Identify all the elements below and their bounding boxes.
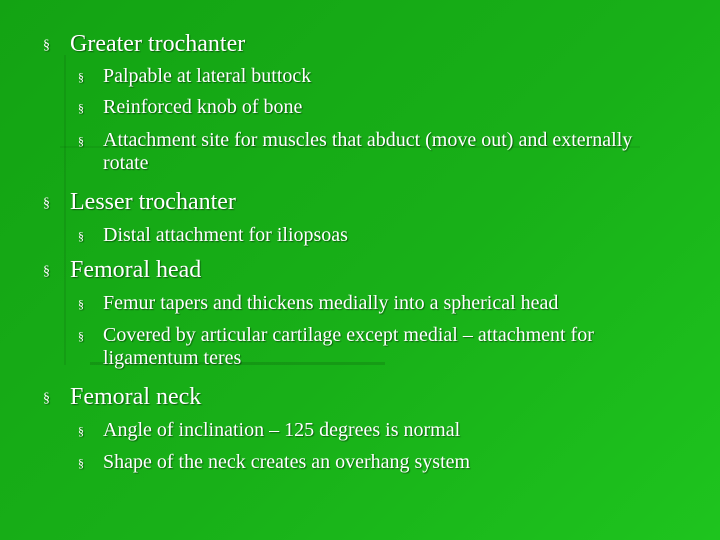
bullet-icon: § xyxy=(43,391,50,406)
sub-bullet xyxy=(78,129,668,175)
bullet-icon: § xyxy=(43,264,50,279)
bullet-icon: § xyxy=(43,196,50,211)
bullet-icon: § xyxy=(78,456,84,470)
bullet-icon: § xyxy=(78,134,84,148)
heading-text: Femoral neck xyxy=(70,384,202,410)
sub-bullet xyxy=(78,419,668,442)
bullet-heading-femoral-neck xyxy=(43,383,201,411)
sub-bullet xyxy=(78,65,668,88)
sub-bullet-text: Reinforced knob of bone xyxy=(103,96,303,118)
bullet-icon: § xyxy=(78,329,84,343)
sub-bullet-text: Covered by articular cartilage except medial – attachment for ligamentum teres xyxy=(103,324,594,369)
sub-bullet-text: Attachment site for muscles that abduct (move out) and externally rotate xyxy=(103,129,633,174)
sub-bullet-text: Femur tapers and thickens medially into a spherical head xyxy=(103,292,559,314)
bullet-icon: § xyxy=(78,70,84,84)
sub-bullet-text: Distal attachment for iliopsoas xyxy=(103,224,348,246)
heading-text: Greater trochanter xyxy=(70,31,246,57)
bullet-heading-greater-trochanter xyxy=(43,30,245,58)
sub-bullet xyxy=(78,451,668,474)
bullet-icon: § xyxy=(43,38,50,53)
bullet-icon: § xyxy=(78,229,84,243)
heading-text: Femoral head xyxy=(70,257,202,283)
sub-bullet-text: Palpable at lateral buttock xyxy=(103,65,312,87)
bullet-icon: § xyxy=(78,297,84,311)
sub-bullet xyxy=(78,292,668,315)
sub-bullet-text: Angle of inclination – 125 degrees is normal xyxy=(103,419,461,441)
bullet-icon: § xyxy=(78,101,84,115)
sub-bullet xyxy=(78,324,668,370)
heading-text: Lesser trochanter xyxy=(70,189,236,215)
bullet-icon: § xyxy=(78,424,84,438)
sub-bullet xyxy=(78,96,668,119)
sub-bullet-text: Shape of the neck creates an overhang system xyxy=(103,451,471,473)
bullet-heading-lesser-trochanter xyxy=(43,188,236,216)
sub-bullet xyxy=(78,224,668,247)
bullet-heading-femoral-head xyxy=(43,256,201,284)
